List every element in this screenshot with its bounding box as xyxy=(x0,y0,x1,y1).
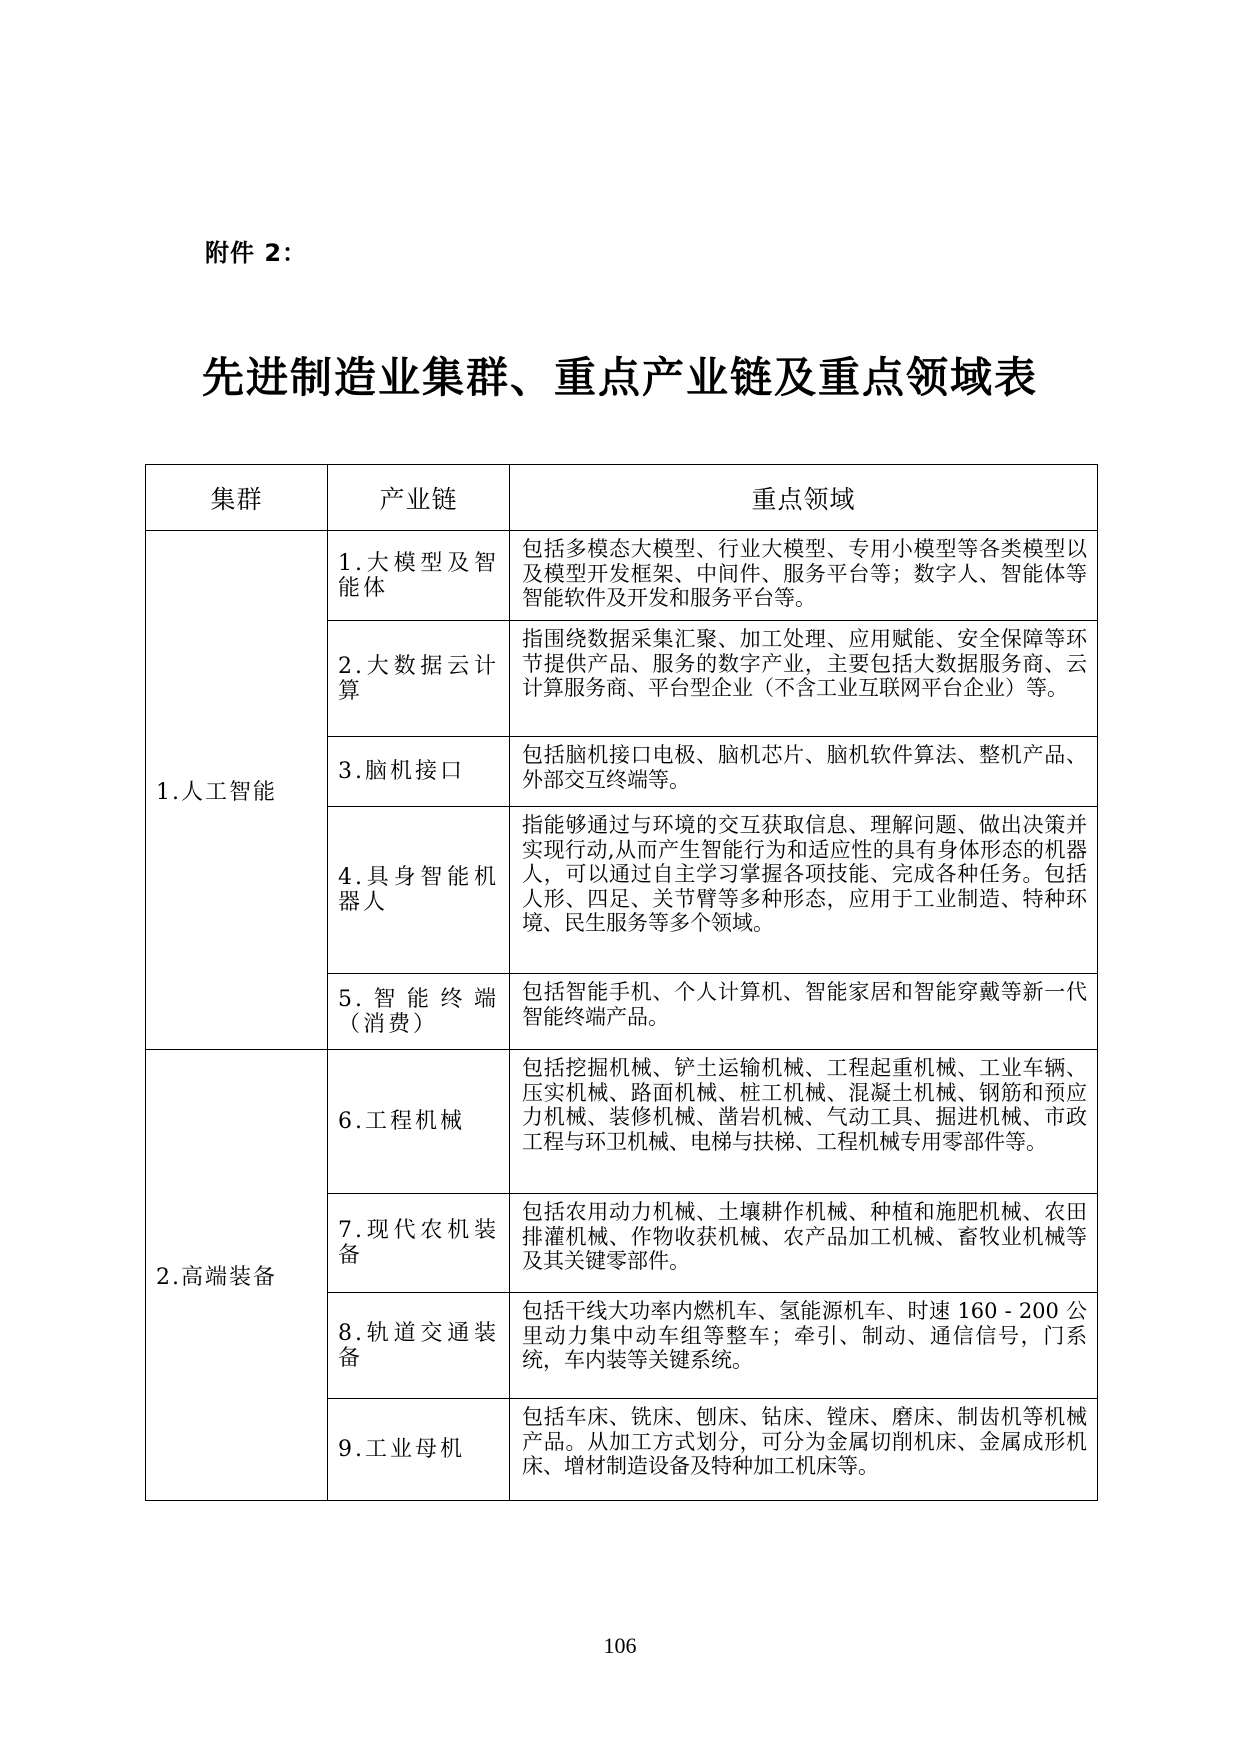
field-cell: 包括挖掘机械、铲土运输机械、工程起重机械、工业车辆、压实机械、路面机械、桩工机械、混凝土机械、钢筋和预应力机械、装修机械、凿岩机械、气动工具、掘进机械、市政工程与环卫机械、电梯与扶梯、工程机械专用零部件等。 xyxy=(510,1050,1098,1194)
field-cell: 包括干线大功率内燃机车、氢能源机车、时速 160 - 200 公里动力集中动车组等整车；牵引、制动、通信信号，门系统，车内装等关键系统。 xyxy=(510,1293,1098,1399)
chain-cell: 9.工业母机 xyxy=(328,1399,510,1501)
field-cell: 包括脑机接口电极、脑机芯片、脑机软件算法、整机产品、外部交互终端等。 xyxy=(510,737,1098,807)
chain-cell: 6.工程机械 xyxy=(328,1050,510,1194)
chain-cell: 8.轨道交通装备 xyxy=(328,1293,510,1399)
attachment-label: 附件 2： xyxy=(205,239,308,267)
header-field: 重点领域 xyxy=(510,465,1098,531)
page-number: 106 xyxy=(603,1633,637,1658)
table-row xyxy=(146,531,1098,621)
field-cell: 包括农用动力机械、土壤耕作机械、种植和施肥机械、农田排灌机械、作物收获机械、农产品加工机械、畜牧业机械等及其关键零部件。 xyxy=(510,1194,1098,1293)
table-header-row xyxy=(146,465,1098,531)
field-cell: 包括车床、铣床、刨床、钻床、镗床、磨床、制齿机等机械产品。从加工方式划分，可分为金属切削机床、金属成形机床、增材制造设备及特种加工机床等。 xyxy=(510,1399,1098,1501)
table-row xyxy=(146,1050,1098,1194)
cluster-cell-equipment: 2.高端装备 xyxy=(146,1050,328,1501)
document-title: 先进制造业集群、重点产业链及重点领域表 xyxy=(201,353,1038,402)
chain-cell: 3.脑机接口 xyxy=(328,737,510,807)
chain-cell: 1.大模型及智能体 xyxy=(328,531,510,621)
header-chain: 产业链 xyxy=(328,465,510,531)
field-cell: 包括智能手机、个人计算机、智能家居和智能穿戴等新一代智能终端产品。 xyxy=(510,974,1098,1050)
field-cell: 指围绕数据采集汇聚、加工处理、应用赋能、安全保障等环节提供产品、服务的数字产业，主要包括大数据服务商、云计算服务商、平台型企业（不含工业互联网平台企业）等。 xyxy=(510,621,1098,737)
cluster-cell-ai: 1.人工智能 xyxy=(146,531,328,1050)
chain-cell: 5.智能终端（消费） xyxy=(328,974,510,1050)
chain-cell: 2.大数据云计算 xyxy=(328,621,510,737)
chain-cell: 7.现代农机装备 xyxy=(328,1194,510,1293)
header-cluster: 集群 xyxy=(146,465,328,531)
industry-chain-table xyxy=(145,464,1098,1501)
field-cell: 包括多模态大模型、行业大模型、专用小模型等各类模型以及模型开发框架、中间件、服务平台等；数字人、智能体等智能软件及开发和服务平台等。 xyxy=(510,531,1098,621)
chain-cell: 4.具身智能机器人 xyxy=(328,807,510,974)
field-cell: 指能够通过与环境的交互获取信息、理解问题、做出决策并实现行动,从而产生智能行为和适应性的具有身体形态的机器人，可以通过自主学习掌握各项技能、完成各种任务。包括人形、四足、关节臂等多种形态，应用于工业制造、特种环境、民生服务等多个领域。 xyxy=(510,807,1098,974)
